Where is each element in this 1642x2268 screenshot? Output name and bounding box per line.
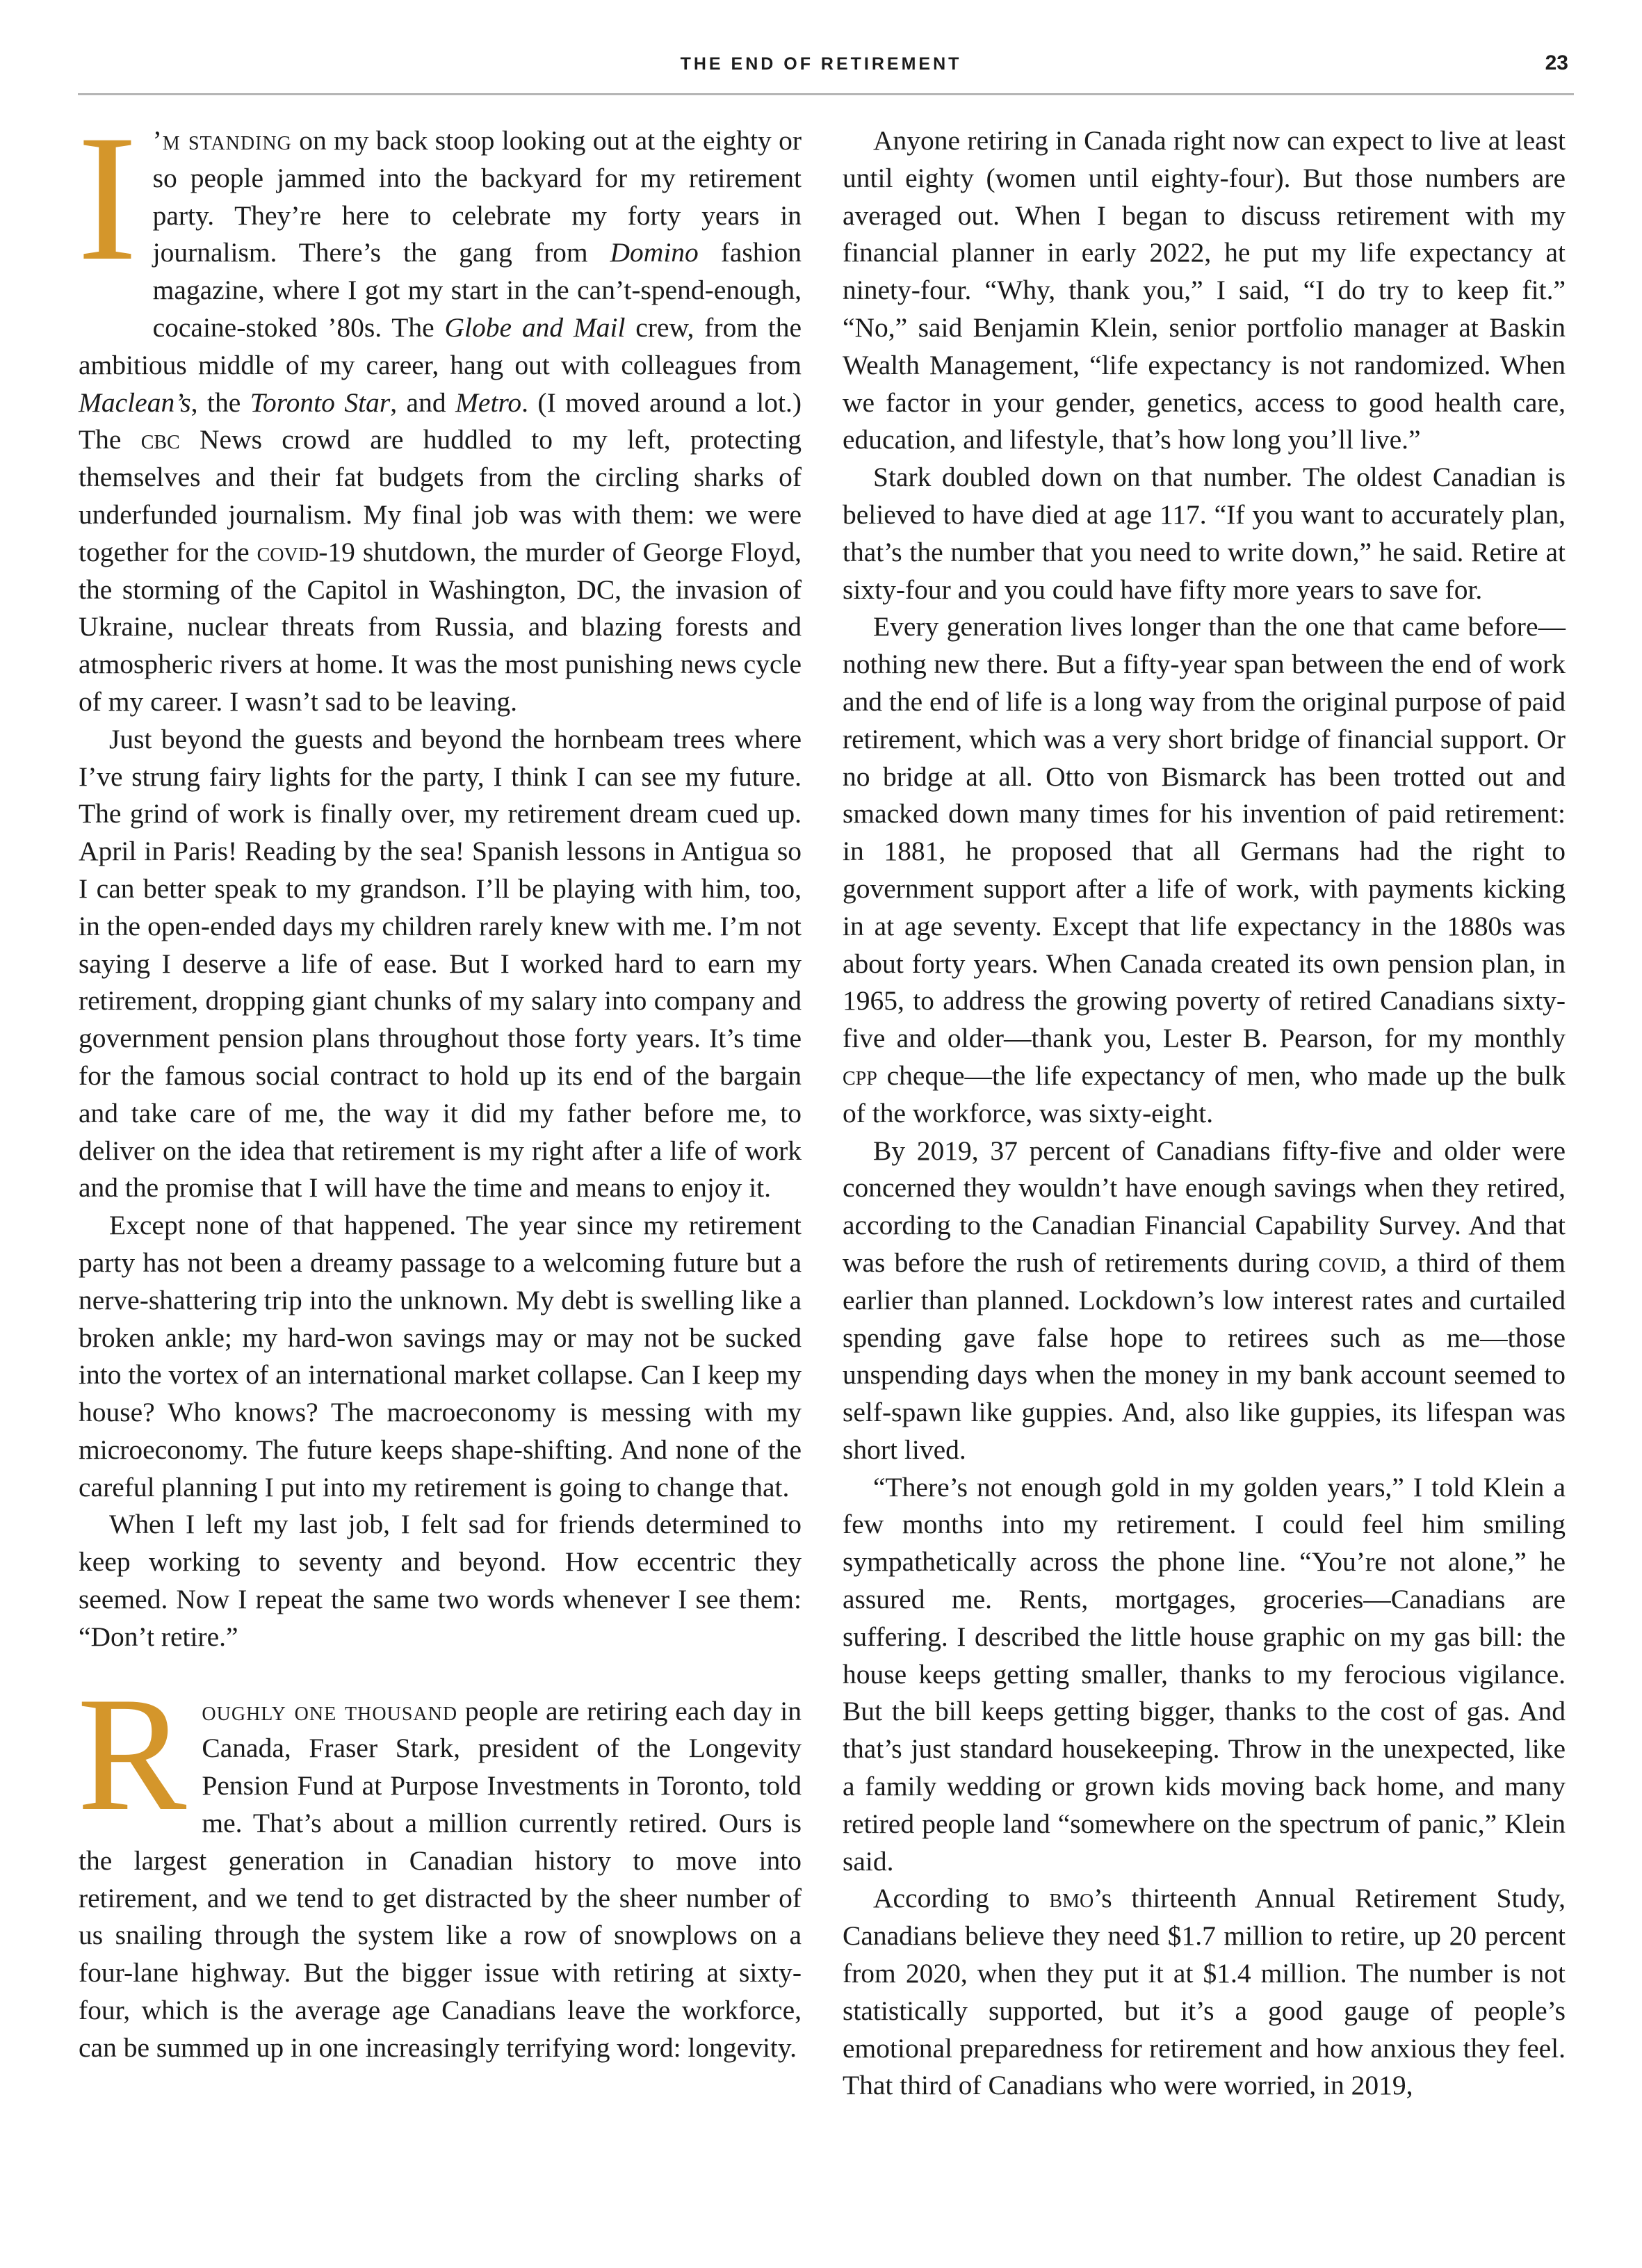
running-title: THE END OF RETIREMENT	[680, 54, 962, 74]
paragraph: When I left my last job, I felt sad for friends determined to keep working to seventy and beyond. How eccentric they seemed. Now I repeat the same two words whenever I see them: “Don’t retire.”	[79, 1509, 802, 1652]
publication-name: Globe and Mail	[444, 311, 626, 343]
text-run: Every generation lives longer than the one that came before—nothing new there. But a fifty-year span between the end of work and the end of life is a long way from the original purpose of paid retirement, which was a very short bridge of financial support. Or no bridge at all. Otto von Bismarck has been trotted out and smacked down many times for his invention of paid retirement: in 1881, he proposed that all Germans had the right to government support after a life of work, with payments kicking in at age seventy. Except that life expectancy in the 1880s was about forty years. When Canada created its own pension plan, in 1965, to address the growing poverty of retired Canadians sixty-five and older—thank you, Lester B. Pearson, for my monthly	[843, 611, 1566, 1054]
text-run: crew, from the ambitious middle of my career, hang out with colleagues from	[79, 311, 802, 380]
paragraph	[77, 98, 802, 721]
drop-cap: I	[77, 98, 138, 298]
lead-in: ’m standing	[152, 125, 292, 156]
paragraph	[843, 1880, 1566, 2105]
text-run: , a third of them earlier than planned. Lockdown’s low interest rates and curtailed spending gave false hope to retirees such as me—those unspending days when the money in my bank account seemed to self-spawn like guppies. And, also like guppies, its lifespan was short lived.	[843, 1247, 1566, 1465]
header-rule	[78, 93, 1574, 95]
publication-name: Toronto Star	[250, 387, 391, 418]
publication-name: Maclean’s	[79, 387, 191, 418]
text-run: fashion magazine, where I got my start in the can’t-spend-enough, cocaine-stoked ’80s. The	[152, 237, 802, 343]
text-run: -19 shutdown, the murder of George Floyd, the storming of the Capitol in Washington, DC, the invasion of Ukraine, nuclear threats from Russia, and blazing forests and atmospheric rivers at home. It was the most punishing news cycle of my career. I wasn’t sad to be leaving.	[79, 536, 802, 717]
text-run: , and	[390, 387, 456, 418]
text-run: cheque—the life expectancy of men, who made up the bulk of the workforce, was sixty-eight.	[843, 1060, 1566, 1128]
acronym: covid	[1318, 1247, 1381, 1278]
text-run: on my back stoop looking out at the eighty or so people jammed into the backyard for my retirement party. They’re here to celebrate my forty years in journalism. There’s the gang from	[152, 125, 802, 268]
acronym: covid	[257, 536, 319, 567]
publication-name: Domino	[610, 237, 699, 268]
left-column	[77, 98, 802, 2067]
paragraph: “There’s not enough gold in my golden years,” I told Klein a few months into my retirement. I could feel him smiling sympathetically across the phone line. “You’re not alone,” he assured me. Rents, mortgages, groceries—Canadians are suffering. I described the little house graphic on my gas bill: the house keeps getting smaller, thanks to my ferocious vigilance. But the bill keeps getting bigger, thanks to the cost of gas. And that’s just standard housekeeping. Throw in the unexpected, like a family wedding or grown kids moving back home, and many retired people land “somewhere on the spectrum of panic,” Klein said.	[843, 1471, 1566, 1877]
lead-in: oughly one thousand	[202, 1695, 458, 1726]
paragraph	[77, 1663, 802, 2067]
text-run: By 2019, 37 percent of Canadians fifty-five and older were concerned they wouldn’t have enough savings when they retired, according to the Canadian Financial Capability Survey. And that was before the rush of retirements during	[843, 1135, 1566, 1278]
text-run: people are retiring each day in Canada, Fraser Stark, president of the Longevity Pension Fund at Purpose Investments in Toronto, told me. That’s about a million currently retired. Ours is the largest generation in Canadian history to move into retirement, and we tend to get distracted by the sheer number of us snailing through the system like a row of snowplows on a four-lane highway. But the bigger issue with retiring at sixty-four, which is the average age Canadians leave the workforce, can be summed up in one increasingly terrifying word: longevity.	[79, 1695, 802, 2063]
publication-name: Metro	[455, 387, 522, 418]
paragraph: Stark doubled down on that number. The oldest Canadian is believed to have died at age 117. “If you want to accurately plan, that’s the number that you need to write down,” he said. Retire at sixty-four and you could have fifty more years to save for.	[843, 462, 1566, 605]
acronym: cbc	[140, 424, 180, 455]
acronym: bmo	[1049, 1883, 1094, 1914]
text-run: ’s thirteenth Annual Retirement Study, Canadians believe they need $1.7 million to retire, up 20 percent from 2020, when they put it at $1.4 million. The number is not statistically supported, but it’s a good gauge of people’s emotional preparedness for retirement and how anxious they feel. That third of Canadians who were worried, in 2019,	[843, 1883, 1566, 2101]
text-run: According to	[873, 1883, 1050, 1914]
paragraph: Except none of that happened. The year since my retirement party has not been a dreamy passage to a welcoming future but a nerve-shattering trip into the unknown. My debt is swelling like a broken ankle; my hard-won savings may or may not be sucked into the vortex of an international market collapse. Can I keep my house? Who knows? The macroeconomy is messing with my microeconomy. The future keeps shape-shifting. And none of the careful planning I put into my retirement is going to change that.	[79, 1210, 802, 1502]
paragraph	[843, 608, 1566, 1132]
right-column	[843, 122, 1566, 2105]
paragraph	[843, 1133, 1566, 1469]
drop-cap: R	[77, 1663, 187, 1845]
text-run: News crowd are huddled to my left, protecting themselves and their fat budgets from the circling sharks of underfunded journalism. My final job was with them: we were together for the	[79, 424, 802, 567]
paragraph: Anyone retiring in Canada right now can expect to live at least until eighty (women until eighty-four). But those numbers are averaged out. When I began to discuss retirement with my financial planner in early 2022, he put my life expectancy at ninety-four. “Why, thank you,” I said, “I do try to keep fit.” “No,” said Benjamin Klein, senior portfolio manager at Baskin Wealth Management, “life expectancy is not randomized. When we factor in your gender, genetics, access to good health care, education, and lifestyle, that’s how long you’ll live.”	[843, 125, 1566, 455]
text-run: , the	[190, 387, 250, 418]
page-number: 23	[1545, 51, 1568, 74]
acronym: cpp	[843, 1060, 877, 1091]
text-run: . (I moved around a lot.) The	[79, 387, 802, 455]
paragraph: Just beyond the guests and beyond the hornbeam trees where I’ve strung fairy lights for the party, I think I can see my future. The grind of work is finally over, my retirement dream cued up. April in Paris! Reading by the sea! Spanish lessons in Antigua so I can better speak to my grandson. I’ll be playing with him, too, in the open-ended days my children rarely knew with me. I’m not saying I deserve a life of ease. But I worked hard to earn my retirement, dropping giant chunks of my salary into company and government pension plans throughout those forty years. It’s time for the famous social contract to hold up its end of the bargain and take care of me, the way it did my father before me, to deliver on the idea that retirement is my right after a life of work and the promise that I will have the time and means to enjoy it.	[79, 723, 802, 1204]
